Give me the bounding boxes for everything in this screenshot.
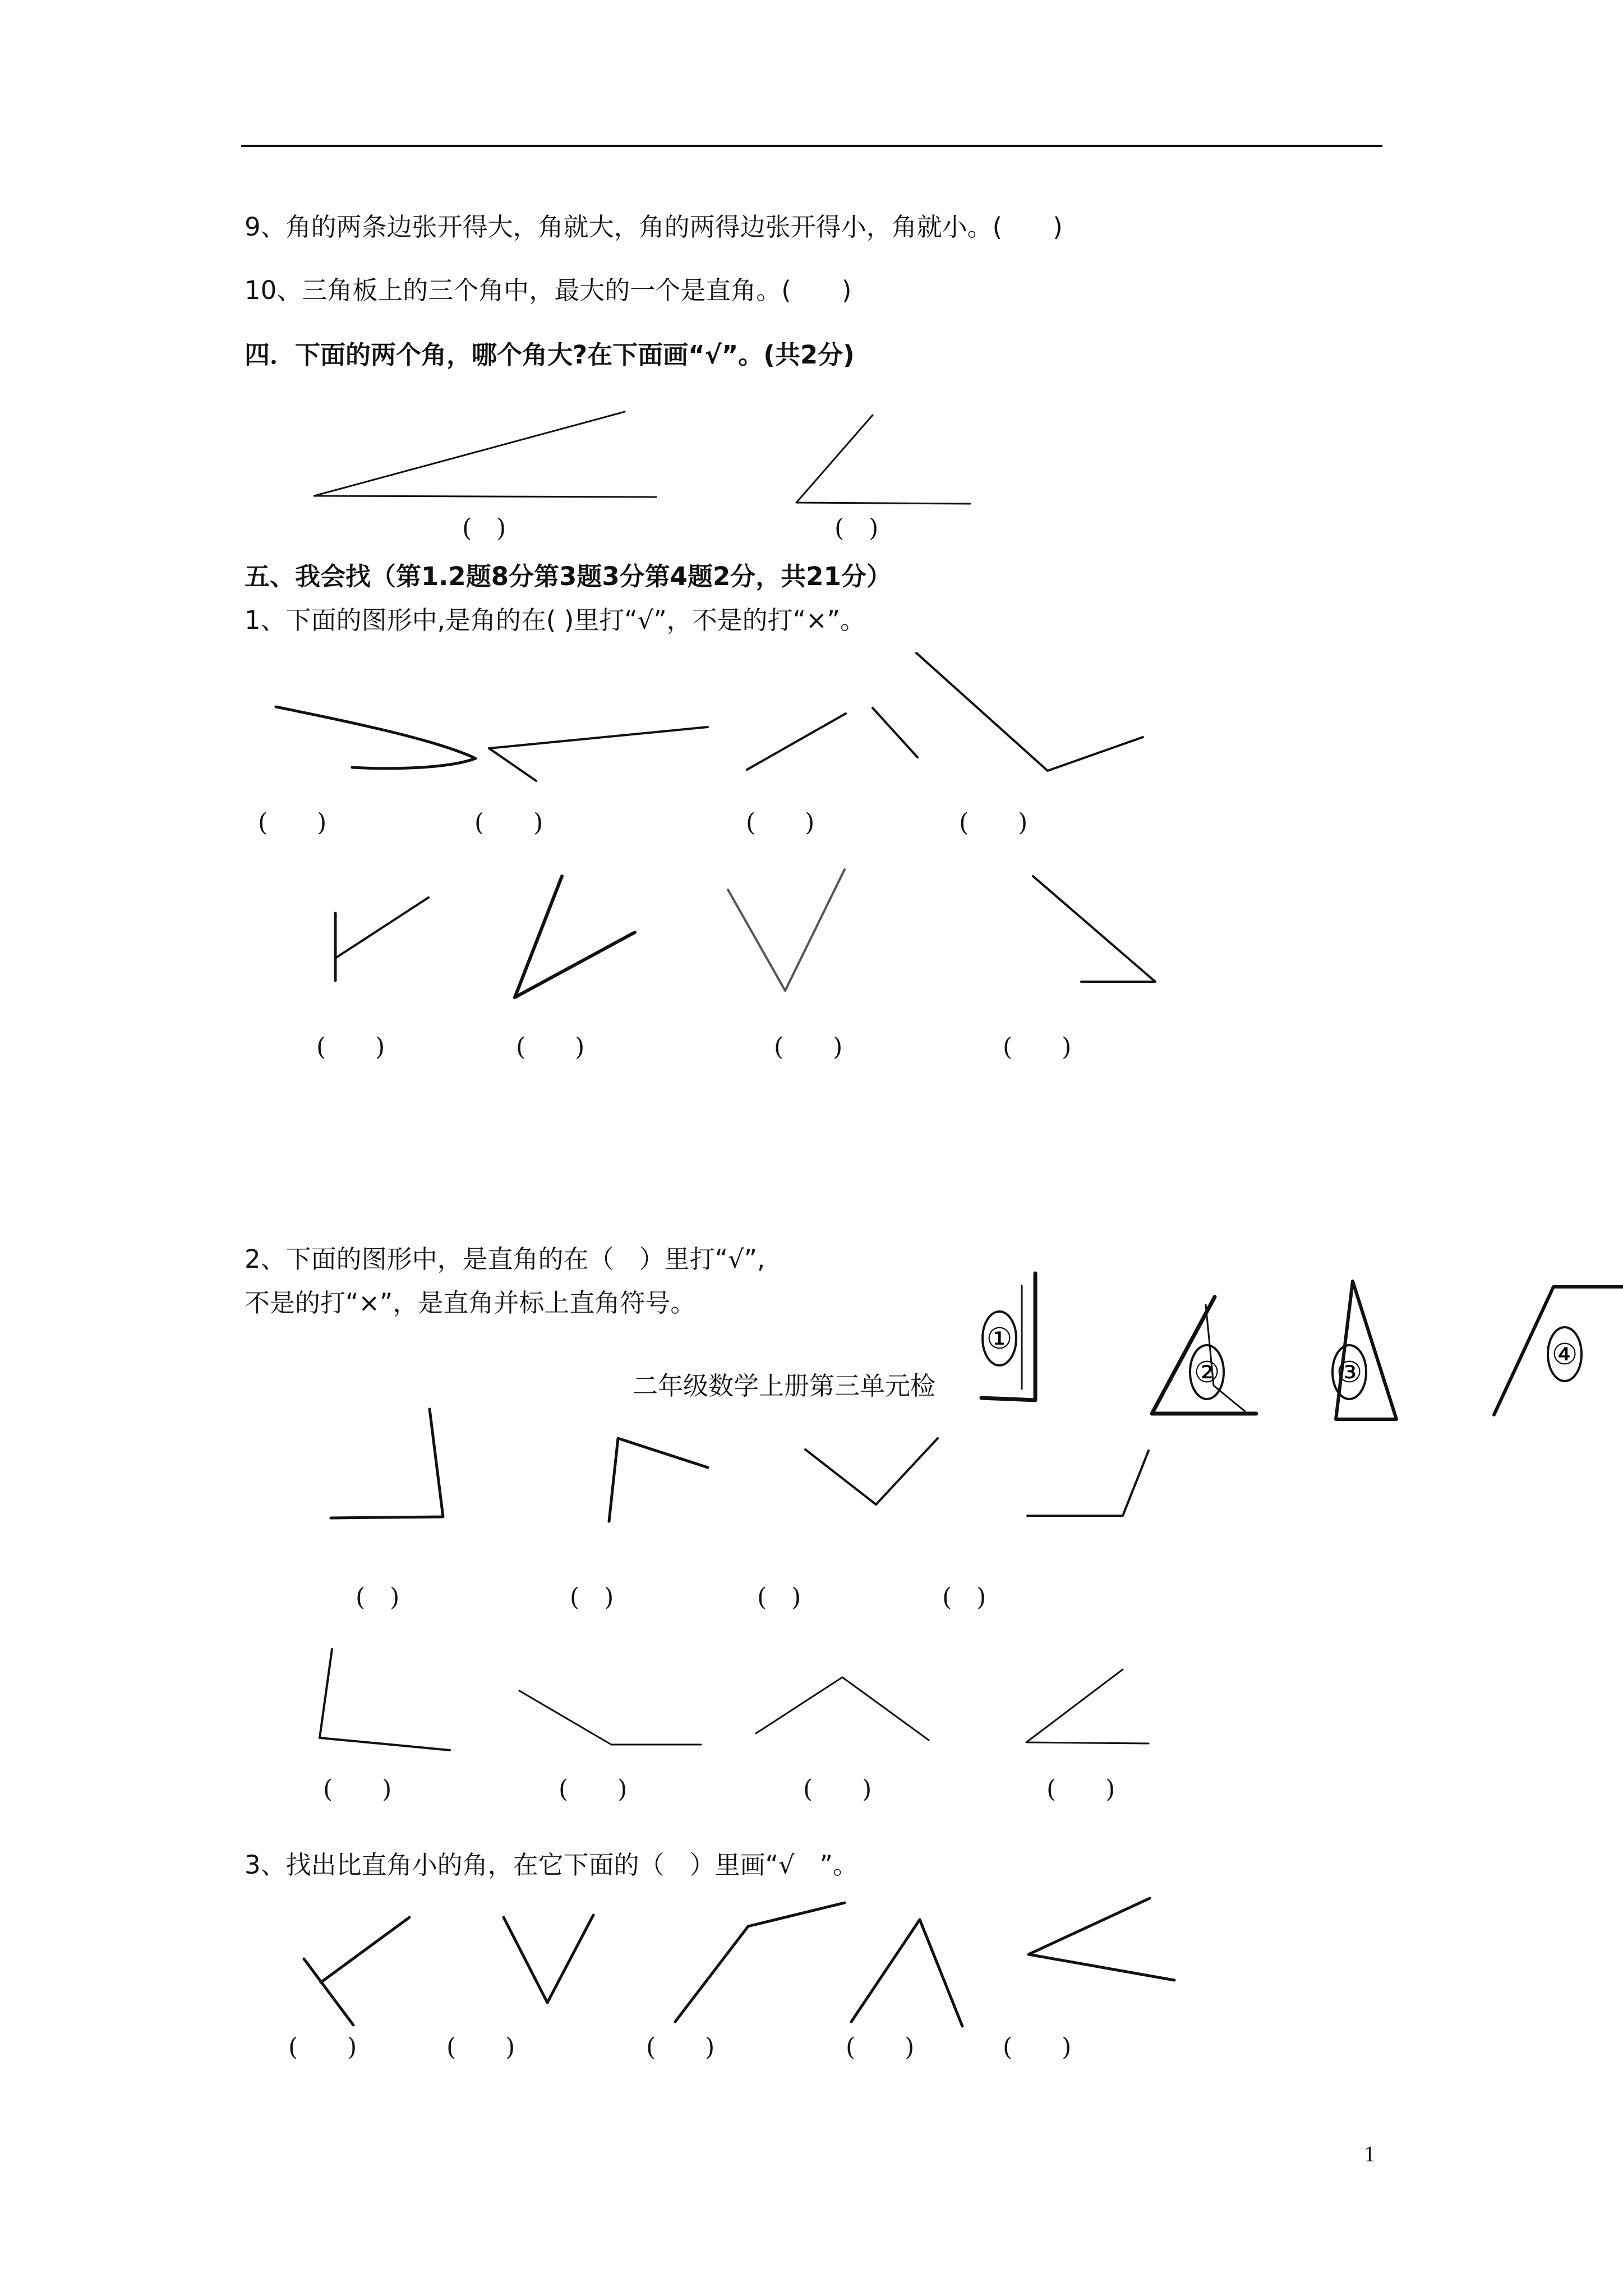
svg-text:④: ④ xyxy=(1551,1338,1578,1372)
angle-figure xyxy=(320,1649,450,1750)
angle-figure xyxy=(489,727,708,781)
answer-blank[interactable]: ( ) xyxy=(559,1775,628,1803)
angle-figure xyxy=(1027,1451,1149,1516)
angle-figure xyxy=(609,1438,708,1521)
answer-blank[interactable]: ( ) xyxy=(258,808,327,837)
q2-prompt-line1: 2、下面的图形中，是直角的在（ ）里打“√”, xyxy=(245,1244,766,1274)
angle-figure xyxy=(796,415,970,504)
section-5-title: 五、我会找（第1.2题8分第3题3分第4题2分，共21分） xyxy=(245,562,892,591)
open-figure xyxy=(873,708,917,757)
svg-text:③: ③ xyxy=(1336,1356,1363,1389)
answer-blank[interactable]: ( ) xyxy=(1003,2033,1072,2062)
section-4-title: 四．下面的两个角，哪个角大?在下面画“√”。(共2分) xyxy=(245,340,855,370)
overlay-title: 二年级数学上册第三单元检 xyxy=(633,1371,936,1401)
angle-figure xyxy=(916,653,1143,771)
numbered-figure-4 xyxy=(1494,1287,1623,1415)
question-10: 10、三角板上的三个角中，最大的一个是直角。( ) xyxy=(245,275,852,305)
answer-blank[interactable]: ( ) xyxy=(356,1583,400,1612)
numbered-figure-2 xyxy=(1152,1297,1256,1414)
answer-blank[interactable]: ( ) xyxy=(474,808,543,837)
answer-blank[interactable]: ( ) xyxy=(757,1583,801,1612)
angle-figure xyxy=(519,1691,701,1745)
answer-blank[interactable]: ( ) xyxy=(1046,1775,1115,1803)
angle-figure xyxy=(1033,876,1155,982)
angle-figure xyxy=(314,412,656,497)
answer-blank[interactable]: ( ) xyxy=(1003,1033,1072,1061)
answer-blank[interactable]: ( ) xyxy=(846,2033,915,2062)
answer-blank[interactable]: ( ) xyxy=(646,2033,715,2062)
open-figure xyxy=(321,1917,409,1982)
answer-blank[interactable]: ( ) xyxy=(942,1583,986,1612)
answer-blank[interactable]: ( ) xyxy=(746,808,815,837)
open-figure xyxy=(747,714,846,770)
answer-blank[interactable]: ( ) xyxy=(959,808,1028,837)
answer-blank[interactable]: ( ) xyxy=(834,514,879,542)
angle-figure xyxy=(728,869,845,991)
angle-figure xyxy=(331,1409,443,1518)
angle-figure xyxy=(675,1903,845,2022)
open-figure xyxy=(335,898,428,958)
page-number: 1 xyxy=(1364,2141,1375,2166)
angle-figure xyxy=(1029,1898,1174,1980)
angle-figure xyxy=(851,1920,962,2026)
angle-figure xyxy=(756,1677,929,1740)
answer-blank[interactable]: ( ) xyxy=(462,514,506,542)
svg-text:①: ① xyxy=(986,1322,1013,1356)
curve-figure xyxy=(276,707,476,769)
answer-blank[interactable]: ( ) xyxy=(323,1775,392,1803)
q1-prompt: 1、下面的图形中,是角的在( )里打“√”，不是的打“×”。 xyxy=(245,605,865,635)
answer-blank[interactable]: ( ) xyxy=(316,1033,385,1061)
angle-figure xyxy=(515,876,635,997)
open-figure xyxy=(304,1959,353,2025)
answer-blank[interactable]: ( ) xyxy=(803,1775,872,1803)
answer-blank[interactable]: ( ) xyxy=(446,2033,515,2062)
svg-text:②: ② xyxy=(1193,1356,1220,1389)
answer-blank[interactable]: ( ) xyxy=(288,2033,357,2062)
angle-figure xyxy=(1026,1669,1149,1743)
angle-figure xyxy=(504,1915,593,2003)
q2-prompt-line2: 不是的打“×”，是直角并标上直角符号。 xyxy=(245,1288,696,1318)
answer-blank[interactable]: ( ) xyxy=(774,1033,843,1061)
q3-prompt: 3、找出比直角小的角，在它下面的（ ）里画“√ ”。 xyxy=(245,1850,858,1880)
question-9: 9、角的两条边张开得大，角就大，角的两得边张开得小，角就小。( ) xyxy=(245,212,1063,242)
numbered-figure-1 xyxy=(981,1273,1035,1400)
answer-blank[interactable]: ( ) xyxy=(570,1583,614,1612)
answer-blank[interactable]: ( ) xyxy=(516,1033,585,1061)
angle-figure xyxy=(805,1438,938,1504)
numbered-figure-3 xyxy=(1332,1281,1396,1419)
